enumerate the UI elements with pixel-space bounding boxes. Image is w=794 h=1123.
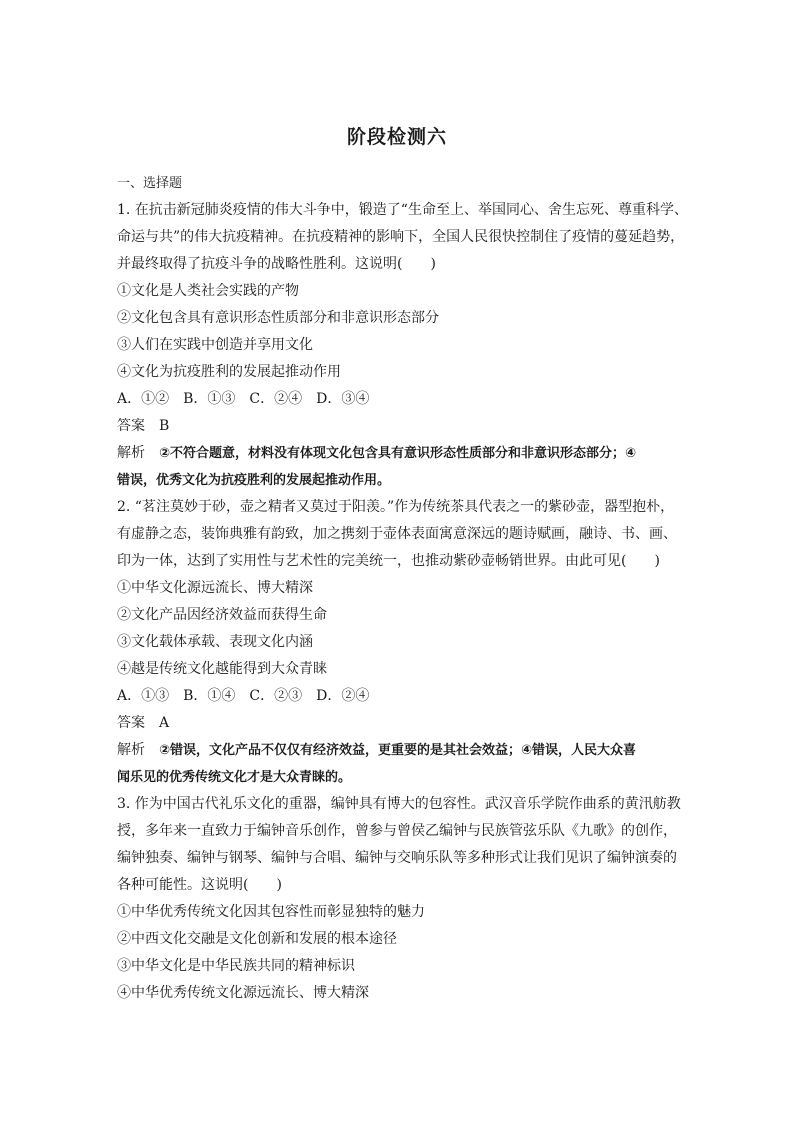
- statement-item: ②中西文化交融是文化创新和发展的根本途径: [117, 931, 397, 947]
- statement-item: ③中华文化是中华民族共同的精神标识: [117, 958, 355, 974]
- question-stem-line: 2. “茗注莫妙于砂，壶之精者又莫过于阳羡。”作为传统茶具代表之一的紫砂壶，器型抱朴，: [117, 499, 675, 515]
- analysis-row: [117, 440, 683, 467]
- page-title: 阶段检测六: [346, 126, 447, 148]
- question-stem-line: 1. 在抗击新冠肺炎疫情的伟大斗争中，锻造了“生命至上、举国同心、舍生忘死、尊重科学、: [117, 202, 688, 218]
- question-stem-line: 印为一体，达到了实用性与艺术性的完美统一，也推动紫砂壶畅销世界。由此可见( ): [117, 553, 660, 569]
- question-stem-line: 命运与共”的伟大抗疫精神。在抗疫精神的影响下，全国人民很快控制住了疫情的蔓延趋势，: [117, 229, 685, 245]
- answer-row: [117, 710, 683, 737]
- question-1: [117, 197, 688, 494]
- statement-item: ②文化产品因经济效益而获得生命: [117, 607, 327, 623]
- statement-item: ①中华优秀传统文化因其包容性而彰显独特的魅力: [117, 904, 425, 920]
- analysis-label: 解析: [117, 742, 145, 758]
- question-stem-line: 3. 作为中国古代礼乐文化的重器，编钟具有博大的包容性。武汉音乐学院作曲系的黄汛舫教: [117, 796, 681, 812]
- question-2: [117, 494, 683, 791]
- statement-item: ④中华优秀传统文化源远流长、博大精深: [117, 985, 369, 1001]
- analysis-text: 错误，优秀文化为抗疫胜利的发展起推动作用。: [117, 473, 391, 488]
- question-stem-line: 授，多年来一直致力于编钟音乐创作，曾参与曾侯乙编钟与民族管弦乐队《九歌》的创作，: [117, 823, 677, 839]
- document-body: [117, 170, 688, 1007]
- answer-label: 答案: [117, 418, 145, 434]
- analysis-row: [117, 737, 683, 764]
- question-stem-line: 各种可能性。这说明( ): [117, 877, 282, 893]
- section-heading: 一、选择题: [117, 176, 183, 191]
- statement-item: ④越是传统文化越能得到大众青睐: [117, 661, 327, 677]
- answer-value: B: [159, 418, 170, 434]
- statement-item: ①文化是人类社会实践的产物: [117, 283, 299, 299]
- analysis-text: 闻乐见的优秀传统文化才是大众青睐的。: [117, 770, 352, 785]
- answer-options: A．①③ B．①④ C．②③ D．②④: [117, 688, 370, 704]
- answer-options: A．①② B．①③ C．②④ D．③④: [117, 391, 370, 407]
- statement-item: ③文化载体承载、表现文化内涵: [117, 634, 313, 650]
- statement-item: ④文化为抗疫胜利的发展起推动作用: [117, 364, 341, 380]
- answer-label: 答案: [117, 715, 145, 731]
- question-stem-line: 编钟独奏、编钟与钢琴、编钟与合唱、编钟与交响乐队等多种形式让我们见识了编钟演奏的: [117, 850, 677, 866]
- question-stem-line: 并最终取得了抗疫斗争的战略性胜利。这说明( ): [117, 256, 436, 272]
- answer-value: A: [159, 715, 170, 731]
- statement-item: ③人们在实践中创造并享用文化: [117, 337, 313, 353]
- analysis-text: ②不符合题意，材料没有体现文化包含具有意识形态性质部分和非意识形态部分；④: [159, 446, 637, 461]
- answer-row: [117, 413, 683, 440]
- statement-item: ①中华文化源远流长、博大精深: [117, 580, 313, 596]
- analysis-text: ②错误，文化产品不仅仅有经济效益，更重要的是其社会效益；④错误，人民大众喜: [159, 743, 637, 758]
- statement-item: ②文化包含具有意识形态性质部分和非意识形态部分: [117, 310, 439, 326]
- question-3: [117, 791, 683, 1007]
- question-stem-line: 有虚静之态，装饰典雅有韵致，加之携刻于壶体表面寓意深远的题诗赋画，融诗、书、画、: [117, 526, 677, 542]
- analysis-label: 解析: [117, 445, 145, 461]
